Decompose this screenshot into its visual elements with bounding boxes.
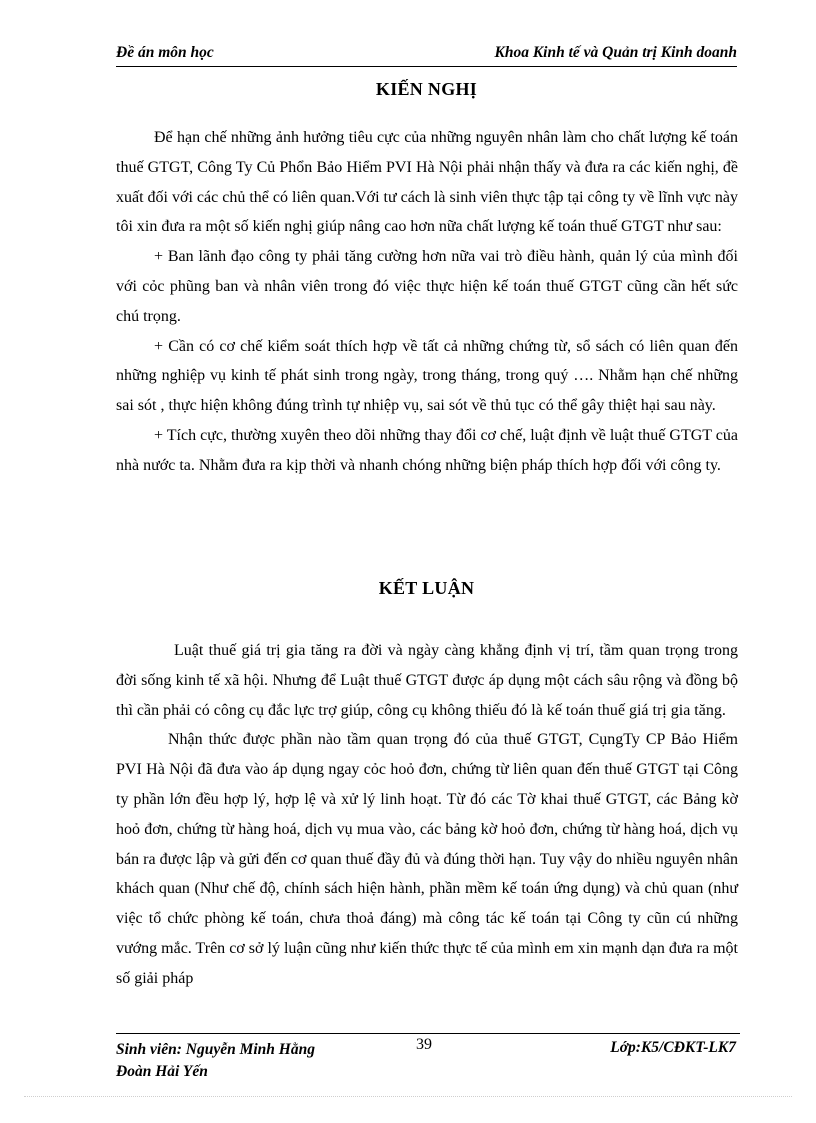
header-faculty-label: Khoa Kinh tế và Quản trị Kinh doanh — [494, 44, 737, 61]
conclusion-body — [116, 636, 738, 994]
paragraph: Để hạn chế những ảnh hưởng tiêu cực của những nguyên nhân làm cho chất lượng kế toán thuế GTGT, Công Ty Củ Phổn Bảo Hiểm PVI Hà Nội phải nhận thấy và đưa ra các kiến nghị, đề xuất đối với các chủ thể có liên quan.Với tư cách là sinh viên thực tập tại công ty về lĩnh vực này tôi xin đưa ra một số kiến nghị giúp nâng cao hơn nữa chất lượng kế toán thuế GTGT như sau: — [116, 129, 738, 236]
paragraph: Nhận thức được phần nào tầm quan trọng đó của thuế GTGT, CụngTy CP Bảo Hiểm PVI Hà Nội đã đưa vào áp dụng ngay cỏc hoỏ đơn, chứng từ liên quan đến thuế GTGT tại Công ty phần lớn đều hợp lý, hợp lệ và xử lý linh hoạt. Từ đó các Tờ khai thuế GTGT, các Bảng kờ hoỏ đơn, chứng từ hàng hoá, dịch vụ mua vào, các bảng kờ hoỏ đơn, chứng từ hàng hoá, dịch vụ bán ra được lập và gửi đến cơ quan thuế đầy đủ và đúng thời hạn. Tuy vậy do nhiều nguyên nhân khách quan (Như chế độ, chính sách hiện hành, phần mềm kế toán ứng dụng) và chủ quan (như việc tổ chức phòng kế toán, chưa thoả đáng) mà công tác kế toán tại Công ty cũn cú những vướng mắc. Trên cơ sở lý luận cũng như kiến thức thực tế của mình em xin mạnh dạn đưa ra một số giải pháp — [116, 731, 738, 987]
paragraph: Luật thuế giá trị gia tăng ra đời và ngày càng khẳng định vị trí, tầm quan trọng trong đời sống kinh tế xã hội. Nhưng để Luật thuế GTGT được áp dụng một cách sâu rộng và đồng bộ thì cần phải có công cụ đắc lực trợ giúp, công cụ không thiếu đó là kế toán thuế giá trị gia tăng. — [116, 642, 738, 719]
header-divider — [116, 66, 737, 67]
footer-student-line-1: Sinh viên: Nguyễn Minh Hằng — [116, 1041, 315, 1058]
section-title-recommendations: KIẾN NGHỊ — [375, 79, 478, 99]
footer-student-line-2: Đoàn Hải Yến — [116, 1063, 208, 1080]
header-course-label: Đề án môn học — [116, 44, 214, 61]
paragraph: + Cần có cơ chế kiểm soát thích hợp về tất cả những chứng từ, sổ sách có liên quan đến những nghiệp vụ kinh tế phát sinh trong ngày, trong tháng, trong quý …. Nhằm hạn chế những sai sót , thực hiện không đúng trình tự nhiệp vụ, sai sót về thủ tục có thể gây thiệt hại sau này. — [116, 337, 738, 415]
section-title-conclusion: KẾT LUẬN — [378, 578, 475, 598]
paragraph: + Tích cực, thường xuyên theo dõi những thay đổi cơ chế, luật định về luật thuế GTGT của nhà nước ta. Nhằm đưa ra kịp thời và nhanh chóng những biện pháp thích hợp đối với công ty. — [116, 426, 738, 474]
footer-class-label: Lớp:K5/CĐKT-LK7 — [610, 1039, 736, 1056]
paragraph: + Ban lãnh đạo công ty phải tăng cường hơn nữa vai trò điều hành, quản lý của mình đối với cỏc phũng ban và nhân viên trong đó việc thực hiện kế toán thuế GTGT cũng cần hết sức chú trọng. — [116, 248, 738, 325]
page-number: 39 — [416, 1036, 432, 1053]
page-bottom-dotted-line — [24, 1096, 792, 1097]
recommendations-body — [116, 123, 738, 481]
footer-divider — [116, 1033, 740, 1034]
page-header — [116, 44, 737, 68]
footer-student-names — [116, 1039, 315, 1083]
